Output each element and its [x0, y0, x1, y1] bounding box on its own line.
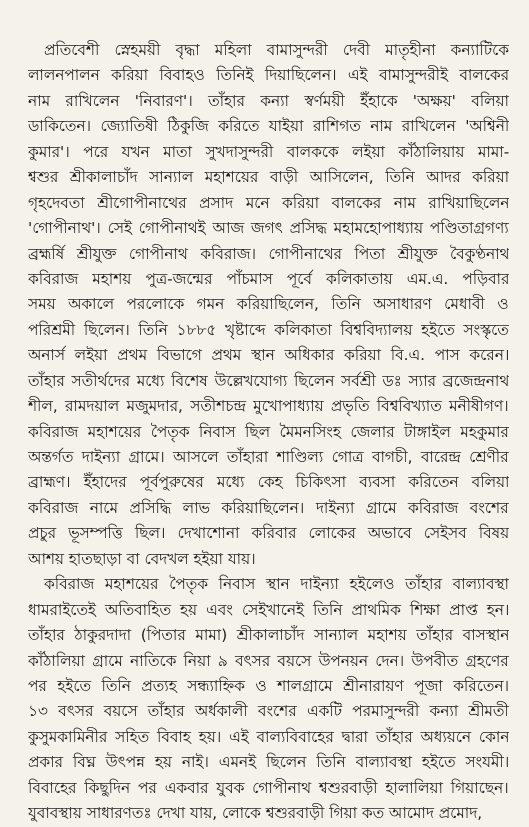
- text-line: বিবাহের কিছুদিন পর একবার যুবক গোপীনাথ শ্বশুরবাড়ী হালালিয়া গিয়াছেন।: [28, 778, 509, 797]
- text-line: কাঁঠালিয়া গ্রামে নাতিকে নিয়া ৯ বৎসর বয়সে উপনয়ন দেন। উপবীত গ্রহণের: [28, 651, 509, 670]
- text-line: গৃহদেবতা শ্রীগোপীনাথের প্রসাদ মনে করিয়া বালকের নাম রাখিয়াছিলেন: [28, 193, 509, 212]
- text-line: সময় অকালে পরলোকে গমন করিয়াছিলেন, তিনি অসাধারণ মেধাবী ও: [28, 295, 509, 314]
- text-line: তাঁহার সতীর্থদের মধ্যে বিশেষ উল্লেখযোগ্য ছিলেন সর্বশ্রী ডঃ স্যার ব্রজেন্দ্রনাথ: [28, 371, 509, 390]
- text-line: পরিশ্রমী ছিলেন। তিনি ১৮৮৫ খৃষ্টাব্দে কলিকাতা বিশ্ববিদ্যালয় হইতে সংস্কৃতে: [28, 320, 509, 339]
- text-line: শীল, রামদয়াল মজুমদার, সতীশচন্দ্র মুখোপাধ্যায় প্রভৃতি বিশ্ববিখ্যাত মনীষীগণ।: [28, 397, 509, 416]
- text-line: কবিরাজ মহাশয়ের পৈতৃক নিবাস স্থান দাইন্যা হইলেও তাঁহার বাল্যাবস্থা: [44, 575, 509, 594]
- text-line: প্রচুর ভূসম্পত্তি ছিল। দেখাশোনা করিবার লোকের অভাবে সেইসব বিষয়: [28, 524, 509, 543]
- text-line: নাম রাখিলেন 'নিবারণ'। তাঁহার কন্যা স্বর্ণময়ী ইঁহাকে 'অক্ষয়' বলিয়া: [28, 91, 509, 110]
- text-line: কুসুমকামিনীর সহিত বিবাহ হয়। এই বাল্যবিবাহের দ্বারা তাঁহার অধ্যয়নে কোন: [28, 727, 509, 746]
- text-line: লালনপালন করিয়া বিবাহও তিনিই দিয়াছিলেন। এই বামাসুন্দরীই বালকের: [28, 66, 509, 85]
- text-line: ধামরাইতেই অতিবাহিত হয় এবং সেইখানেই তিনি প্রাথমিক শিক্ষা প্রাপ্ত হন।: [28, 600, 509, 619]
- text-line: যুবাবস্থায় সাধারণতঃ দেখা যায়, লোকে শ্বশুরবাড়ী গিয়া কত আমোদ প্রমোদ,: [28, 804, 483, 823]
- text-line: প্রতিবেশী স্নেহময়ী বৃদ্ধা মহিলা বামাসুন্দরী দেবী মাতৃহীনা কন্যাটিকে: [44, 41, 509, 59]
- text-line: তাঁহার ঠাকুরদাদা (পিতার মামা) শ্রীকালাচাঁদ সান্যাল মহাশয় তাঁহার বাসস্থান: [28, 626, 509, 645]
- text-line: অন্তর্গত দাইন্যা গ্রামে। আসলে তাঁহারা শাণ্ডিল্য গোত্র বাগচী, বারেন্দ্র শ্রেণীর: [28, 448, 509, 466]
- text-line: আশয় হাতছাড়া বা বেদখল হইয়া যায়।: [28, 549, 256, 568]
- text-line: ডাকিতেন। জ্যোতিষী ঠিকুজি করিতে যাইয়া রাশিগত নাম রাখিলেন 'অশ্বিনী: [28, 117, 509, 136]
- paragraph: [28, 572, 509, 826]
- text-line: ব্রাহ্মণ। ইঁহাদের পূর্বপুরুষের মধ্যে কেহ চিকিৎসা ব্যবসা করিতেন বলিয়া: [28, 473, 509, 492]
- text-line: শ্বশুর শ্রীকালাচাঁদ সান্যাল মহাশয়ের বাড়ী আসিলেন, তিনি আদর করিয়া: [28, 168, 509, 187]
- text-line: কবিরাজ মহাশয়ের পৈতৃক নিবাস ছিল মৈমনসিংহ জেলার টাঙ্গাইল মহকুমার: [28, 422, 509, 441]
- text-line: পর হইতে তিনি প্রত্যহ সন্ধ্যাহ্নিক ও শালগ্রামে শ্রীনারায়ণ পূজা করিতেন।: [28, 676, 509, 695]
- page-text-body: [28, 38, 509, 827]
- text-line: কুমার'। পরে যখন মাতা সুখদাসুন্দরী বালককে লইয়া কাঁঠালিয়ায় মামা-: [28, 142, 509, 161]
- paragraph: [28, 38, 509, 572]
- text-line: অনার্স লইয়া প্রথম বিভাগে প্রথম স্থান অধিকার করিয়া বি.এ. পাস করেন।: [28, 346, 509, 365]
- text-line: কবিরাজ মহাশয় পুত্র-জন্মের পাঁচমাস পূর্বে কলিকাতায় এম.এ. পড়িবার: [28, 269, 509, 288]
- text-line: ব্রহ্মর্ষি শ্রীযুক্ত গোপীনাথ কবিরাজ। গোপীনাথের পিতা শ্রীযুক্ত বৈকুণ্ঠনাথ: [28, 244, 509, 263]
- text-line: কবিরাজ নামে প্রসিদ্ধি লাভ করিয়াছিলেন। দাইন্যা গ্রামে কবিরাজ বংশের: [28, 498, 509, 517]
- text-line: প্রকার বিঘ্ন উৎপন্ন হয় নাই। এমনই ছিলেন তিনি বাল্যাবস্থা হইতে সংযমী।: [28, 753, 509, 772]
- text-line: 'গোপীনাথ'। সেই গোপীনাথই আজ জগৎ প্রসিদ্ধ মহামহোপাধ্যায় পণ্ডিতাগ্রগণ্য: [28, 219, 509, 238]
- text-line: ১৩ বৎসর বয়সে তাঁহার অর্ধকালী বংশের একটি পরমাসুন্দরী কন্যা শ্রীমতী: [28, 702, 509, 721]
